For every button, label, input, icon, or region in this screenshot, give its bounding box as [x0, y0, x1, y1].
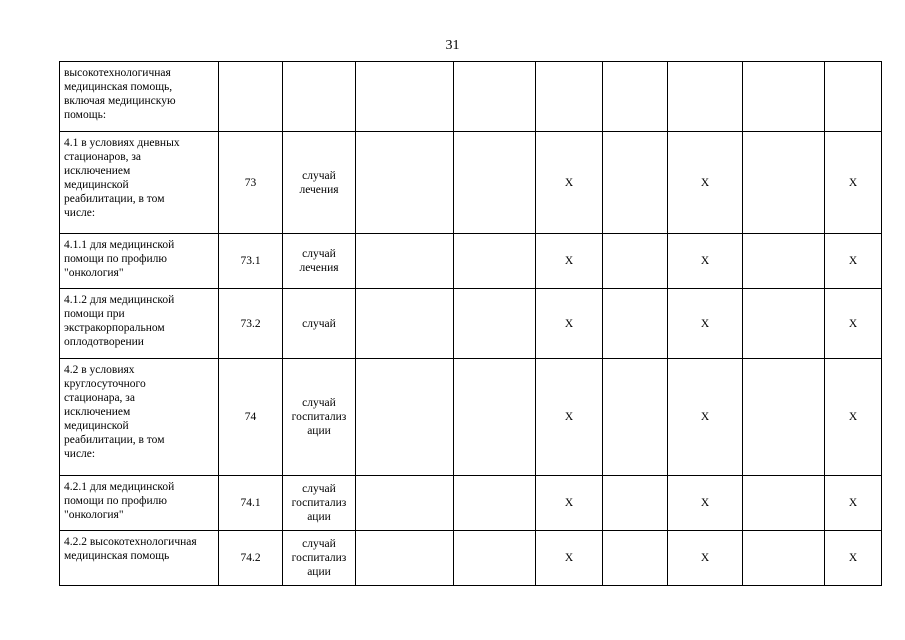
- row-value-cell: [668, 234, 743, 289]
- row-value-cell: [743, 132, 825, 234]
- row-code-cell: [219, 62, 283, 132]
- row-value-cell: [536, 234, 603, 289]
- cell-text: X: [564, 255, 574, 267]
- table-row: [60, 359, 882, 476]
- cell-text: 4.1.2 для медицинской помощи при экстракорпоральном оплодотворении: [64, 294, 175, 348]
- row-name-cell: [60, 531, 219, 586]
- row-value-cell: [743, 476, 825, 531]
- row-value-cell: [454, 234, 536, 289]
- row-value-cell: [454, 132, 536, 234]
- row-value-cell: [668, 359, 743, 476]
- row-code-cell: [219, 359, 283, 476]
- row-value-cell: [668, 132, 743, 234]
- row-code-cell: [219, 531, 283, 586]
- row-value-cell: [668, 531, 743, 586]
- row-value-cell: [825, 359, 882, 476]
- cell-text: 4.1 в условиях дневных стационаров, за исключением медицинской реабилитации, в том числе:: [64, 137, 180, 219]
- cell-text: X: [848, 176, 858, 189]
- row-value-cell: [743, 289, 825, 359]
- row-value-cell: [454, 476, 536, 531]
- row-value-cell: [825, 531, 882, 586]
- row-unit-cell: [283, 359, 356, 476]
- row-value-cell: [743, 359, 825, 476]
- cell-text: X: [564, 317, 574, 330]
- row-name-cell: [60, 476, 219, 531]
- row-value-cell: [825, 62, 882, 132]
- cell-text: 73: [244, 176, 257, 189]
- cell-text: X: [700, 411, 710, 423]
- row-value-cell: [454, 289, 536, 359]
- cell-text: случай госпитализ ации: [291, 483, 347, 523]
- row-value-cell: [743, 531, 825, 586]
- row-unit-cell: [283, 234, 356, 289]
- row-value-cell: [825, 234, 882, 289]
- row-unit-cell: [283, 289, 356, 359]
- cell-text: X: [848, 411, 858, 423]
- row-name-cell: [60, 234, 219, 289]
- row-value-cell: [356, 234, 454, 289]
- page-number: 31: [445, 38, 460, 53]
- row-code-cell: [219, 476, 283, 531]
- cell-text: случай госпитализ ации: [291, 397, 347, 437]
- cell-text: X: [564, 411, 574, 423]
- cell-text: 73.1: [240, 255, 261, 267]
- row-unit-cell: [283, 132, 356, 234]
- data-table: [59, 61, 882, 586]
- table-row: [60, 234, 882, 289]
- row-value-cell: [356, 289, 454, 359]
- cell-text: 74: [244, 411, 257, 423]
- table-row: [60, 531, 882, 586]
- cell-text: X: [564, 176, 574, 189]
- row-value-cell: [603, 531, 668, 586]
- row-code-cell: [219, 132, 283, 234]
- row-value-cell: [536, 476, 603, 531]
- cell-text: 4.2.2 высокотехнологичная медицинская помощь: [64, 536, 197, 562]
- row-value-cell: [454, 531, 536, 586]
- row-value-cell: [668, 289, 743, 359]
- cell-text: X: [848, 255, 858, 267]
- row-name-cell: [60, 132, 219, 234]
- row-value-cell: [536, 531, 603, 586]
- row-value-cell: [603, 132, 668, 234]
- table-row: [60, 62, 882, 132]
- row-value-cell: [603, 234, 668, 289]
- row-value-cell: [825, 289, 882, 359]
- row-value-cell: [356, 62, 454, 132]
- cell-text: 4.1.1 для медицинской помощи по профилю "онкология": [64, 239, 175, 279]
- row-value-cell: [536, 359, 603, 476]
- row-name-cell: [60, 359, 219, 476]
- row-value-cell: [668, 476, 743, 531]
- row-name-cell: [60, 62, 219, 132]
- row-value-cell: [356, 476, 454, 531]
- row-value-cell: [356, 132, 454, 234]
- cell-text: случай лечения: [299, 169, 339, 196]
- row-unit-cell: [283, 476, 356, 531]
- row-value-cell: [603, 62, 668, 132]
- cell-text: 73.2: [240, 317, 261, 330]
- cell-text: X: [848, 552, 858, 564]
- row-value-cell: [603, 289, 668, 359]
- row-value-cell: [603, 476, 668, 531]
- cell-text: 74.1: [240, 497, 261, 509]
- row-value-cell: [668, 62, 743, 132]
- row-value-cell: [825, 476, 882, 531]
- row-value-cell: [536, 132, 603, 234]
- row-code-cell: [219, 234, 283, 289]
- table-row: [60, 476, 882, 531]
- row-value-cell: [356, 531, 454, 586]
- row-value-cell: [536, 289, 603, 359]
- cell-text: X: [700, 317, 710, 330]
- row-value-cell: [743, 234, 825, 289]
- cell-text: X: [848, 497, 858, 509]
- cell-text: случай госпитализ ации: [291, 538, 347, 578]
- row-value-cell: [454, 62, 536, 132]
- cell-text: 4.2 в условиях круглосуточного стационара, за исключением медицинской реабилитации, в том числе:: [64, 364, 165, 460]
- row-value-cell: [454, 359, 536, 476]
- cell-text: X: [700, 255, 710, 267]
- cell-text: X: [848, 317, 858, 330]
- cell-text: X: [564, 552, 574, 564]
- cell-text: X: [700, 176, 710, 189]
- row-code-cell: [219, 289, 283, 359]
- cell-text: X: [700, 552, 710, 564]
- row-value-cell: [536, 62, 603, 132]
- row-value-cell: [356, 359, 454, 476]
- row-value-cell: [825, 132, 882, 234]
- cell-text: высокотехнологичная медицинская помощь, включая медицинскую помощь:: [64, 67, 176, 121]
- cell-text: 4.2.1 для медицинской помощи по профилю "онкология": [64, 481, 175, 521]
- cell-text: случай лечения: [299, 248, 339, 274]
- cell-text: 74.2: [240, 552, 261, 564]
- row-unit-cell: [283, 62, 356, 132]
- row-value-cell: [603, 359, 668, 476]
- row-name-cell: [60, 289, 219, 359]
- cell-text: X: [700, 497, 710, 509]
- cell-text: X: [564, 497, 574, 509]
- cell-text: случай: [302, 317, 336, 330]
- table-row: [60, 289, 882, 359]
- table-row: [60, 132, 882, 234]
- row-value-cell: [743, 62, 825, 132]
- table-body: [60, 62, 882, 586]
- row-unit-cell: [283, 531, 356, 586]
